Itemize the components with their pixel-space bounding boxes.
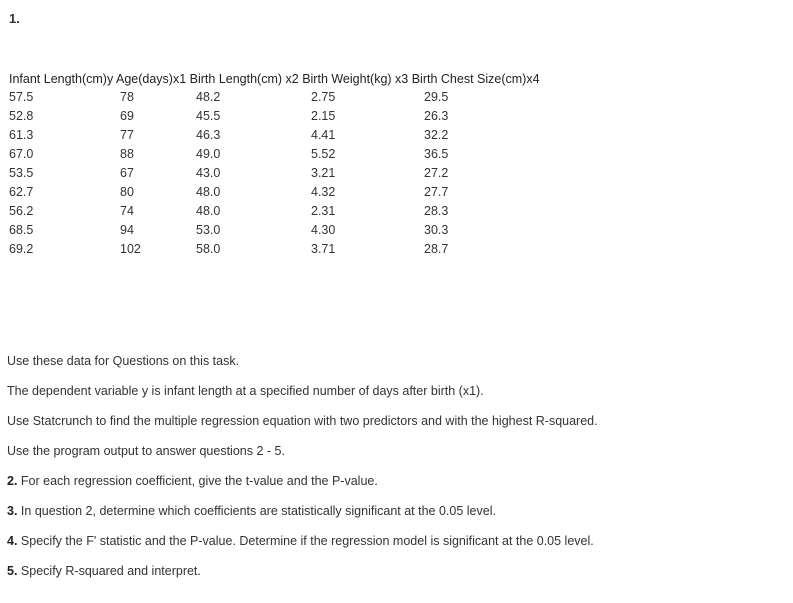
- cell-birth-chest-size: 26.3: [424, 109, 449, 123]
- question-5-text: Specify R-squared and interpret.: [20, 564, 201, 578]
- cell-birth-weight: 4.32: [311, 185, 336, 199]
- table-row: [9, 107, 540, 126]
- cell-age: 77: [120, 128, 134, 142]
- cell-birth-chest-size: 27.2: [424, 166, 449, 180]
- question-4: [7, 534, 594, 548]
- question-1-number: 1.: [9, 11, 20, 26]
- table-row: [9, 88, 540, 107]
- cell-birth-chest-size: 30.3: [424, 223, 449, 237]
- cell-birth-weight: 3.21: [311, 166, 336, 180]
- question-2: [7, 474, 378, 488]
- cell-birth-length: 58.0: [196, 242, 221, 256]
- cell-birth-length: 45.5: [196, 109, 221, 123]
- cell-infant-length: 69.2: [9, 242, 34, 256]
- table-row: [9, 240, 540, 259]
- question-3: [7, 504, 496, 518]
- table-row: [9, 183, 540, 202]
- cell-infant-length: 67.0: [9, 147, 34, 161]
- cell-birth-chest-size: 36.5: [424, 147, 449, 161]
- question-2-text: For each regression coefficient, give the t-value and the P-value.: [20, 474, 378, 488]
- cell-infant-length: 57.5: [9, 90, 34, 104]
- question-2-number: 2.: [7, 474, 18, 488]
- cell-age: 69: [120, 109, 134, 123]
- cell-age: 88: [120, 147, 134, 161]
- cell-infant-length: 68.5: [9, 223, 34, 237]
- cell-birth-length: 48.2: [196, 90, 221, 104]
- table-row: [9, 126, 540, 145]
- question-4-text: Specify the F' statistic and the P-value. Determine if the regression model is significant at the 0.05 level.: [20, 534, 594, 548]
- cell-birth-chest-size: 32.2: [424, 128, 449, 142]
- cell-birth-weight: 2.75: [311, 90, 336, 104]
- cell-birth-length: 48.0: [196, 185, 221, 199]
- cell-birth-weight: 3.71: [311, 242, 336, 256]
- cell-infant-length: 53.5: [9, 166, 34, 180]
- table-row: [9, 164, 540, 183]
- cell-age: 80: [120, 185, 134, 199]
- cell-birth-length: 46.3: [196, 128, 221, 142]
- cell-infant-length: 52.8: [9, 109, 34, 123]
- question-5: [7, 564, 201, 578]
- question-4-number: 4.: [7, 534, 18, 548]
- cell-birth-length: 53.0: [196, 223, 221, 237]
- cell-birth-chest-size: 27.7: [424, 185, 449, 199]
- cell-birth-weight: 5.52: [311, 147, 336, 161]
- cell-birth-length: 43.0: [196, 166, 221, 180]
- cell-birth-weight: 4.30: [311, 223, 336, 237]
- table-row: [9, 145, 540, 164]
- table-row: [9, 202, 540, 221]
- instruction-program-output: Use the program output to answer questions 2 - 5.: [7, 444, 285, 458]
- instruction-statcrunch: Use Statcrunch to find the multiple regression equation with two predictors and with the highest R-squared.: [7, 414, 598, 428]
- cell-age: 102: [120, 242, 141, 256]
- cell-birth-weight: 4.41: [311, 128, 336, 142]
- data-table: [9, 70, 540, 259]
- cell-age: 67: [120, 166, 134, 180]
- table-row: [9, 221, 540, 240]
- table-header: Infant Length(cm)y Age(days)x1 Birth Length(cm) x2 Birth Weight(kg) x3 Birth Chest Size(cm)x4: [9, 72, 540, 86]
- cell-age: 78: [120, 90, 134, 104]
- cell-age: 94: [120, 223, 134, 237]
- cell-birth-length: 48.0: [196, 204, 221, 218]
- instruction-dependent-variable: The dependent variable y is infant length at a specified number of days after birth (x1).: [7, 384, 484, 398]
- cell-age: 74: [120, 204, 134, 218]
- cell-birth-weight: 2.31: [311, 204, 336, 218]
- question-3-number: 3.: [7, 504, 18, 518]
- cell-infant-length: 62.7: [9, 185, 34, 199]
- instruction-use-data: Use these data for Questions on this task.: [7, 354, 240, 368]
- cell-infant-length: 61.3: [9, 128, 34, 142]
- cell-birth-length: 49.0: [196, 147, 221, 161]
- question-3-text: In question 2, determine which coefficients are statistically significant at the 0.05 level.: [20, 504, 496, 518]
- cell-birth-weight: 2.15: [311, 109, 336, 123]
- cell-birth-chest-size: 28.3: [424, 204, 449, 218]
- cell-birth-chest-size: 28.7: [424, 242, 449, 256]
- cell-birth-chest-size: 29.5: [424, 90, 449, 104]
- cell-infant-length: 56.2: [9, 204, 34, 218]
- question-5-number: 5.: [7, 564, 18, 578]
